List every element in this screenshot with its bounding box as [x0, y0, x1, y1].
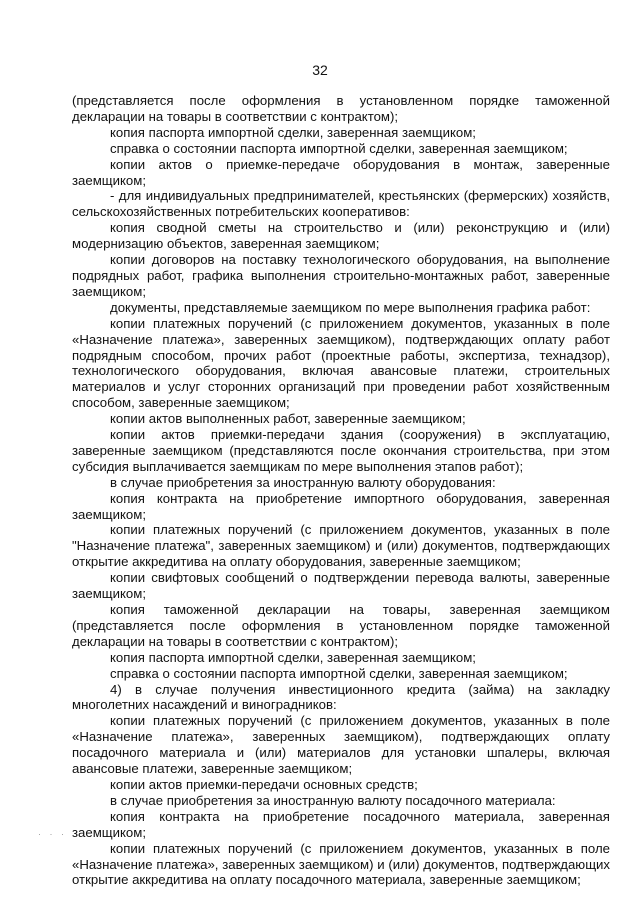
word: актов — [158, 156, 192, 172]
paragraph: в случае приобретения за иностранную валюту оборудования: — [110, 474, 496, 490]
paragraph-continuation: заемщиком; — [72, 506, 146, 522]
word: на — [349, 602, 364, 617]
paragraph: 4) в случае получения инвестиционного кредита (займа) на закладку многолетних насаждений и виноградников: — [72, 681, 610, 713]
word: материала, — [454, 808, 525, 824]
paragraph: копия паспорта импортной сделки, заверенная заемщиком; — [110, 649, 476, 665]
paragraph: в случае приобретения за иностранную валюту посадочного материала: — [110, 792, 556, 808]
paragraph: копии актов приемки-передачи основных средств; — [110, 776, 418, 792]
paragraph: копии платежных поручений (с приложением документов, указанных в поле "Назначение платежа", заверенных заемщиком) и (или) документов, подтверждающих открытие аккредитива на оплату оборудования, заверенные заемщиком; — [72, 522, 610, 570]
page-number: 32 — [312, 62, 328, 78]
paragraph-continuation: заемщиком; — [72, 172, 146, 188]
paragraph-spread-line — [72, 809, 610, 825]
word: в — [453, 156, 461, 172]
word: посадочного — [363, 808, 440, 824]
word: копия — [110, 602, 145, 617]
word: товары, — [382, 602, 431, 617]
word: заверенные — [536, 156, 610, 172]
paragraph: копии платежных поручений (с приложением документов, указанных в поле «Назначение платежа», заверенных заемщиком) и (или) документов, подтверждающих открытие аккредитива на оплату посадочного материала, заверенные заемщиком; — [72, 840, 610, 888]
document-body — [72, 93, 610, 888]
word: копия — [110, 808, 145, 824]
paragraph: справка о состоянии паспорта импортной сделки, заверенная заемщиком; — [110, 140, 568, 156]
word: заемщиком — [539, 602, 610, 617]
paragraph: (представляется после оформления в установленном порядке таможенной декларации на товары в соответствии с контрактом); — [72, 93, 610, 124]
paragraph-continuation: заемщиком; — [72, 824, 146, 840]
paragraph: - для индивидуальных предпринимателей, крестьянских (фермерских) хозяйств, сельскохозяйственных потребительских кооперативов: — [72, 188, 610, 220]
word: приемке-передаче — [226, 156, 340, 172]
paragraph: копии платежных поручений (с приложением документов, указанных в поле «Назначение платежа», заверенных заемщиком), подтверждающих оплату работ подрядным способом, прочих работ (проектные работы, экспертиза, технадзор), технологического оборудования, включая авансовые платежи, строительных материалов и услуг сторонних организаций при проведении работ хозяйственным способом, заверенные заемщиком; — [72, 315, 610, 411]
word: оборудования — [353, 156, 440, 172]
paragraph: документы, представляемые заемщиком по мере выполнения графика работ: — [110, 299, 591, 315]
margin-mark: · · · — [38, 829, 67, 839]
word: таможенной — [163, 602, 239, 617]
paragraph: копия сводной сметы на строительство и (или) реконструкцию и (или) модернизацию объектов, заверенная заемщиком; — [72, 220, 610, 252]
word: приобретение — [262, 808, 350, 824]
word: на — [233, 808, 249, 824]
paragraph: копии договоров на поставку технологического оборудования, на выполнение подрядных работ, графика выполнения строительно-монтажных работ, заверенные заемщиком; — [72, 252, 610, 299]
word: копия — [110, 490, 145, 506]
word: на — [229, 490, 244, 506]
paragraph: копии свифтовых сообщений о подтверждении перевода валюты, заверенные заемщиком; — [72, 570, 610, 602]
word: приобретение — [255, 490, 342, 506]
paragraph: копии актов приемки-передачи здания (сооружения) в эксплуатацию, заверенные заемщиком (представляются после окончания строительства, при этом субсидия выплачивается заемщикам по мере выполнения этапов работ); — [72, 427, 610, 474]
word: оборудования, — [436, 490, 527, 506]
word: о — [205, 156, 213, 172]
word: заверенная — [538, 490, 610, 506]
paragraph-continuation: (представляется после оформления в установленном порядке таможенной декларации на товары в соответствии с контрактом); — [72, 617, 610, 649]
paragraph-spread-line — [72, 602, 610, 618]
word: импортного — [353, 490, 425, 506]
paragraph-spread-line — [72, 491, 610, 507]
paragraph: справка о состоянии паспорта импортной сделки, заверенная заемщиком; — [110, 665, 568, 681]
paragraph: копии актов выполненных работ, заверенные заемщиком; — [110, 411, 466, 427]
word: заверенная — [449, 602, 521, 617]
paragraph: копия паспорта импортной сделки, заверенная заемщиком; — [110, 124, 476, 140]
word: копии — [110, 156, 146, 172]
word: контракта — [156, 490, 218, 506]
word: заверенная — [538, 808, 610, 824]
paragraph-spread-line — [72, 157, 610, 173]
word: контракта — [159, 808, 220, 824]
word: декларации — [257, 602, 331, 617]
paragraph: копии платежных поручений (с приложением документов, указанных в поле «Назначение платежа», заверенных заемщиком), подтверждающих оплату посадочного материала и (или) материалов для установки шпалеры, включая авансовые платежи, заверенные заемщиком; — [72, 713, 610, 777]
word: монтаж, — [473, 156, 523, 172]
